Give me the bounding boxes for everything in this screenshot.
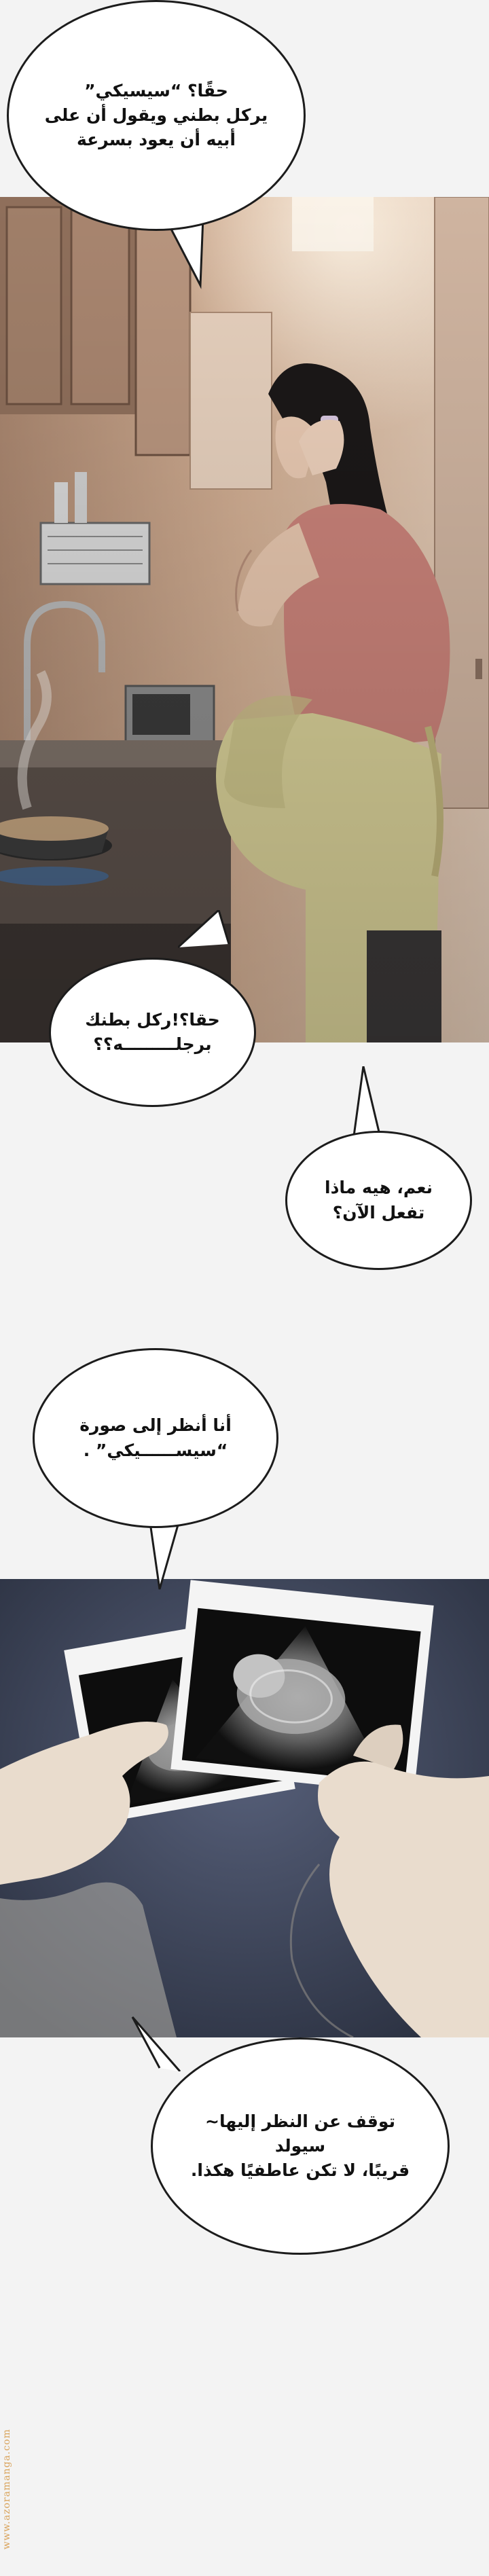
speech-bubble-5-text: توقف عن النظر إليها~ سيولد قريبًا، لا تكن عاطفيًا هكذا.: [190, 2111, 410, 2181]
bubble-tail-2: [178, 910, 232, 958]
speech-bubble-5: [151, 2037, 450, 2255]
site-watermark: www.azoramanga.com: [1, 2429, 12, 2550]
speech-bubble-4-text: أنا أنظر إلى صورة “سيســــــيكي” .: [79, 1415, 232, 1460]
kitchen-scene-illustration: [0, 197, 489, 1042]
bubble-tail-4: [146, 1518, 187, 1593]
kitchen-panel: [0, 197, 489, 1042]
speech-bubble-4: [33, 1348, 278, 1528]
speech-bubble-3: [285, 1131, 472, 1270]
speech-bubble-2: [49, 958, 256, 1107]
speech-bubble-3-text: نعم، هيه ماذا تفعل الآن؟: [325, 1178, 433, 1222]
bubble-tail-3: [350, 1066, 384, 1141]
speech-bubble-2-text: حقا؟!ركل بطنك برجلـــــــــه؟؟: [85, 1009, 220, 1054]
ultrasound-panel: [0, 1579, 489, 2037]
speech-bubble-1-text: حقًا؟ “سيسيكي” يركل بطني ويقول أن على أبيه أن يعود بسرعة: [44, 80, 268, 150]
speech-bubble-1: [7, 0, 306, 231]
bubble-tail-5: [126, 2010, 187, 2071]
ultrasound-scene-illustration: [0, 1579, 489, 2037]
